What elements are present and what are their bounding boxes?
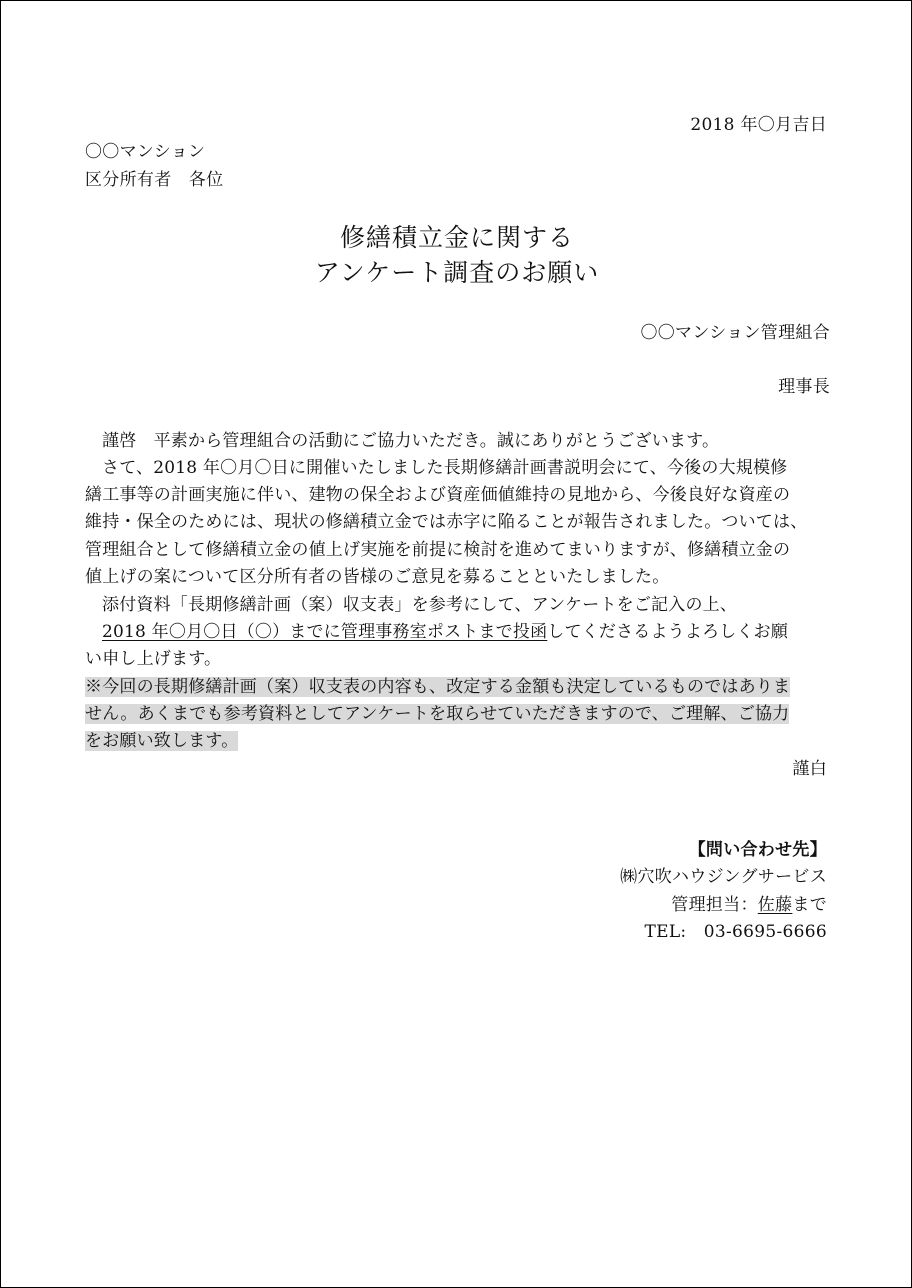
note-line2 bbox=[85, 703, 833, 725]
body-paragraph3-line1: 添付資料「長期修繕計画（案）収支表」を参考にして、アンケートをご記入の上、 bbox=[102, 595, 738, 615]
note-line1 bbox=[85, 676, 833, 698]
body-greeting: 謹啓 平素から管理組合の活動にご協力いただき。誠にありがとうございます。 bbox=[102, 431, 720, 451]
document-date: 2018 年〇月吉日 bbox=[690, 115, 827, 135]
note-highlight-2: せん。あくまでも参考資料としてアンケートを取らせていただきますので、ご理解、ご協力 bbox=[85, 704, 790, 724]
body-paragraph3-line3: い申し上げます。 bbox=[85, 649, 222, 669]
body-paragraph2-line2: 繕工事等の計画実施に伴い、建物の保全および資産価値維持の見地から、今後良好な資産の bbox=[85, 485, 791, 505]
body-paragraph3-line2 bbox=[85, 621, 833, 643]
submission-request: してくださるようよろしくお願 bbox=[547, 622, 789, 642]
contact-person bbox=[671, 894, 827, 916]
contact-person-suffix: まで bbox=[792, 895, 827, 915]
submission-deadline: 2018 年〇月〇日（〇）までに管理事務室ポストまで投函 bbox=[102, 622, 548, 642]
recipient-owners: 区分所有者 各位 bbox=[85, 170, 224, 190]
contact-heading: 【問い合わせ先】 bbox=[688, 840, 827, 860]
body-paragraph2-line4: 管理組合として修繕積立金の値上げ実施を前提に検討を進めてまいりますが、修繕積立金の bbox=[85, 540, 791, 560]
contact-person-prefix: 管理担当： bbox=[671, 895, 758, 915]
document-title-line1: 修繕積立金に関する bbox=[339, 223, 574, 252]
closing-word: 謹白 bbox=[792, 759, 827, 779]
body-paragraph2-line5: 値上げの案について区分所有者の皆様のご意見を募ることといたしました。 bbox=[85, 567, 670, 587]
document-title-line2: アンケート調査のお願い bbox=[314, 258, 600, 287]
recipient-building: 〇〇マンション bbox=[85, 142, 206, 162]
body-paragraph2-line3: 維持・保全のためには、現状の修繕積立金では赤字に陥ることが報告されました。ついては、 bbox=[85, 512, 808, 532]
contact-phone: TEL: 03-6695-6666 bbox=[644, 922, 827, 942]
note-line3 bbox=[85, 730, 833, 752]
contact-person-name: 佐藤 bbox=[757, 895, 793, 915]
sender-organization: 〇〇マンション管理組合 bbox=[640, 323, 830, 343]
note-highlight-1: ※今回の長期修繕計画（案）収支表の内容も、改定する金額も決定しているものではありま bbox=[85, 677, 791, 697]
contact-company: ㈱穴吹ハウジングサービス bbox=[620, 867, 827, 887]
body-paragraph2-line1: さて、2018 年〇月〇日に開催いたしました長期修繕計画書説明会にて、今後の大規模修 bbox=[102, 458, 788, 478]
note-highlight-3: をお願い致します。 bbox=[85, 731, 239, 751]
sender-role: 理事長 bbox=[778, 377, 830, 397]
